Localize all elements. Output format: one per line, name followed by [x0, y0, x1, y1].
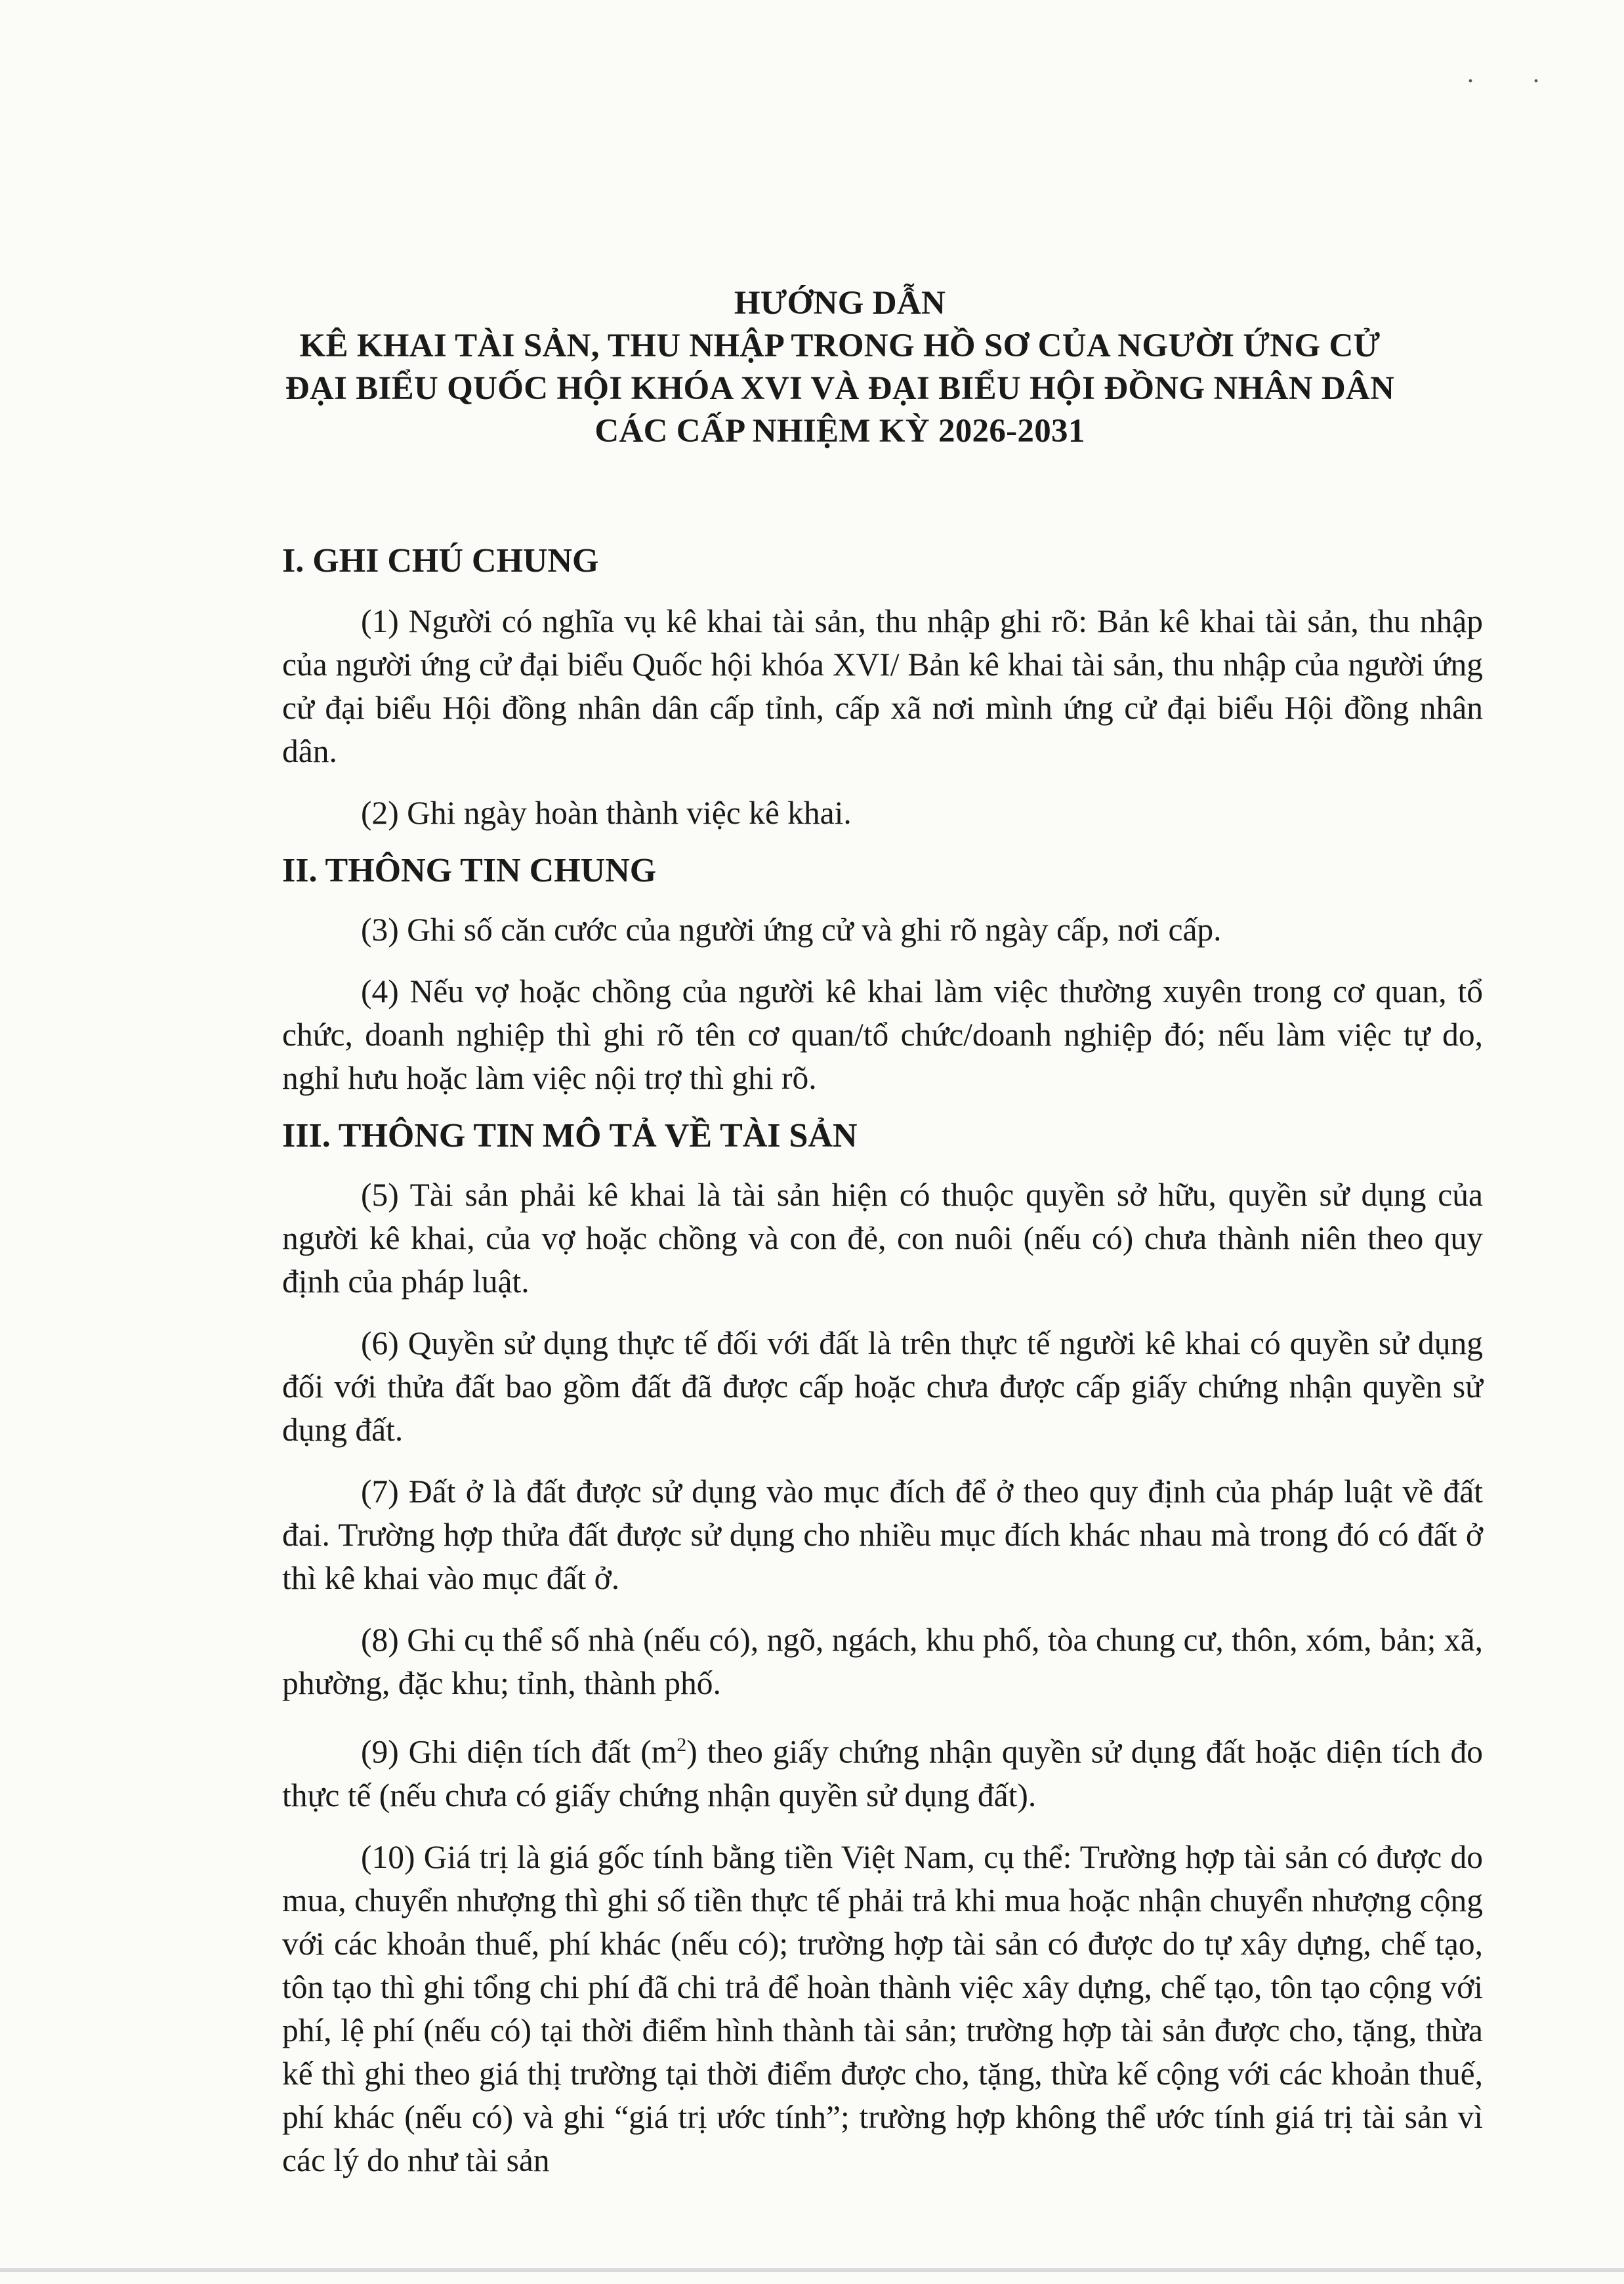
title-line-2: KÊ KHAI TÀI SẢN, THU NHẬP TRONG HỒ SƠ CỦA NGƯỜI ỨNG CỬ	[299, 328, 1381, 364]
paragraph-10-text: (10) Giá trị là giá gốc tính bằng tiền Việt Nam, cụ thể: Trường hợp tài sản có được do mua, chuyển nhượng thì ghi số tiền thực tế phải trả khi mua hoặc nhận chuyển nhượng cộng với các khoản thuế, phí khác (nếu có); trường hợp tài sản có được do tự xây dựng, chế tạo, tôn tạo thì ghi tổng chi phí đã chi trả để hoàn thành việc xây dựng, chế tạo, tôn tạo cộng với phí, lệ phí (nếu có) tại thời điểm hình thành tài sản; trường hợp tài sản được cho, tặng, thừa kế thì ghi theo giá thị trường tại thời điểm được cho, tặng, thừa kế cộng với các khoản thuế, phí khác (nếu có) và ghi “giá trị ước tính”; trường hợp không thể ước tính giá trị tài sản vì các lý do như tài sản	[282, 1838, 1483, 2178]
title-line-1: HƯỚNG DẪN	[734, 285, 946, 322]
paragraph-4-text: (4) Nếu vợ hoặc chồng của người kê khai làm việc thường xuyên trong cơ quan, tổ chức, doanh nghiệp thì ghi rõ tên cơ quan/tổ chức/doanh nghiệp đó; nếu làm việc tự do, nghỉ hưu hoặc làm việc nội trợ thì ghi rõ.	[282, 973, 1483, 1096]
paragraph-5	[282, 1174, 1483, 1303]
paragraph-7-text: (7) Đất ở là đất được sử dụng vào mục đích để ở theo quy định của pháp luật về đất đai. Trường hợp thửa đất được sử dụng cho nhiều mục đích khác nhau mà trong đó có đất ở thì kê khai vào mục đất ở.	[282, 1473, 1483, 1596]
paragraph-4	[282, 970, 1483, 1100]
paragraph-9-text-b: ) theo giấy chứng nhận quyền sử dụng đất hoặc diện tích đo thực tế (nếu chưa có giấy chứng nhận quyền sử dụng đất).	[282, 1733, 1483, 1813]
paragraph-2	[282, 792, 1483, 835]
scan-edge	[0, 2268, 1624, 2272]
paragraph-5-text: (5) Tài sản phải kê khai là tài sản hiện có thuộc quyền sở hữu, quyền sử dụng của người kê khai, của vợ hoặc chồng và con đẻ, con nuôi (nếu có) chưa thành niên theo quy định của pháp luật.	[282, 1177, 1483, 1300]
section-heading-3: III. THÔNG TIN MÔ TẢ VỀ TÀI SẢN	[282, 1117, 858, 1154]
paragraph-6	[282, 1322, 1483, 1452]
paragraph-6-text: (6) Quyền sử dụng thực tế đối với đất là trên thực tế người kê khai có quyền sử dụng đối với thửa đất bao gồm đất đã được cấp hoặc chưa được cấp giấy chứng nhận quyền sử dụng đất.	[282, 1325, 1483, 1448]
paragraph-1-text: (1) Người có nghĩa vụ kê khai tài sản, thu nhập ghi rõ: Bản kê khai tài sản, thu nhập của người ứng cử đại biểu Quốc hội khóa XVI/ Bản kê khai tài sản, thu nhập của người ứng cử đại biểu Hội đồng nhân dân cấp tỉnh, cấp xã nơi mình ứng cử đại biểu Hội đồng nhân dân.	[282, 603, 1483, 769]
paragraph-2-text: (2) Ghi ngày hoàn thành việc kê khai.	[361, 795, 852, 831]
section-heading-2: II. THÔNG TIN CHUNG	[282, 852, 657, 889]
title-line-4: CÁC CẤP NHIỆM KỲ 2026-2031	[594, 413, 1085, 450]
superscript: 2	[677, 1734, 687, 1756]
paragraph-10	[282, 1836, 1483, 2182]
section-heading-1: I. GHI CHÚ CHUNG	[282, 542, 599, 580]
paragraph-8	[282, 1618, 1483, 1705]
scan-mark: .	[1467, 58, 1474, 88]
paragraph-1	[282, 600, 1483, 773]
document-title	[197, 282, 1483, 453]
paragraph-9	[282, 1724, 1483, 1817]
paragraph-7	[282, 1470, 1483, 1600]
paragraph-8-text: (8) Ghi cụ thể số nhà (nếu có), ngõ, ngách, khu phố, tòa chung cư, thôn, xóm, bản; xã, phường, đặc khu; tỉnh, thành phố.	[282, 1622, 1483, 1701]
paragraph-3	[282, 908, 1483, 952]
paragraph-3-text: (3) Ghi số căn cước của người ứng cử và ghi rõ ngày cấp, nơi cấp.	[361, 912, 1222, 948]
title-line-3: ĐẠI BIỂU QUỐC HỘI KHÓA XVI VÀ ĐẠI BIỂU HỘI ĐỒNG NHÂN DÂN	[285, 370, 1395, 407]
scan-mark: .	[1533, 58, 1539, 88]
document-body	[282, 538, 1483, 2182]
paragraph-9-text-a: (9) Ghi diện tích đất (m	[361, 1733, 677, 1770]
